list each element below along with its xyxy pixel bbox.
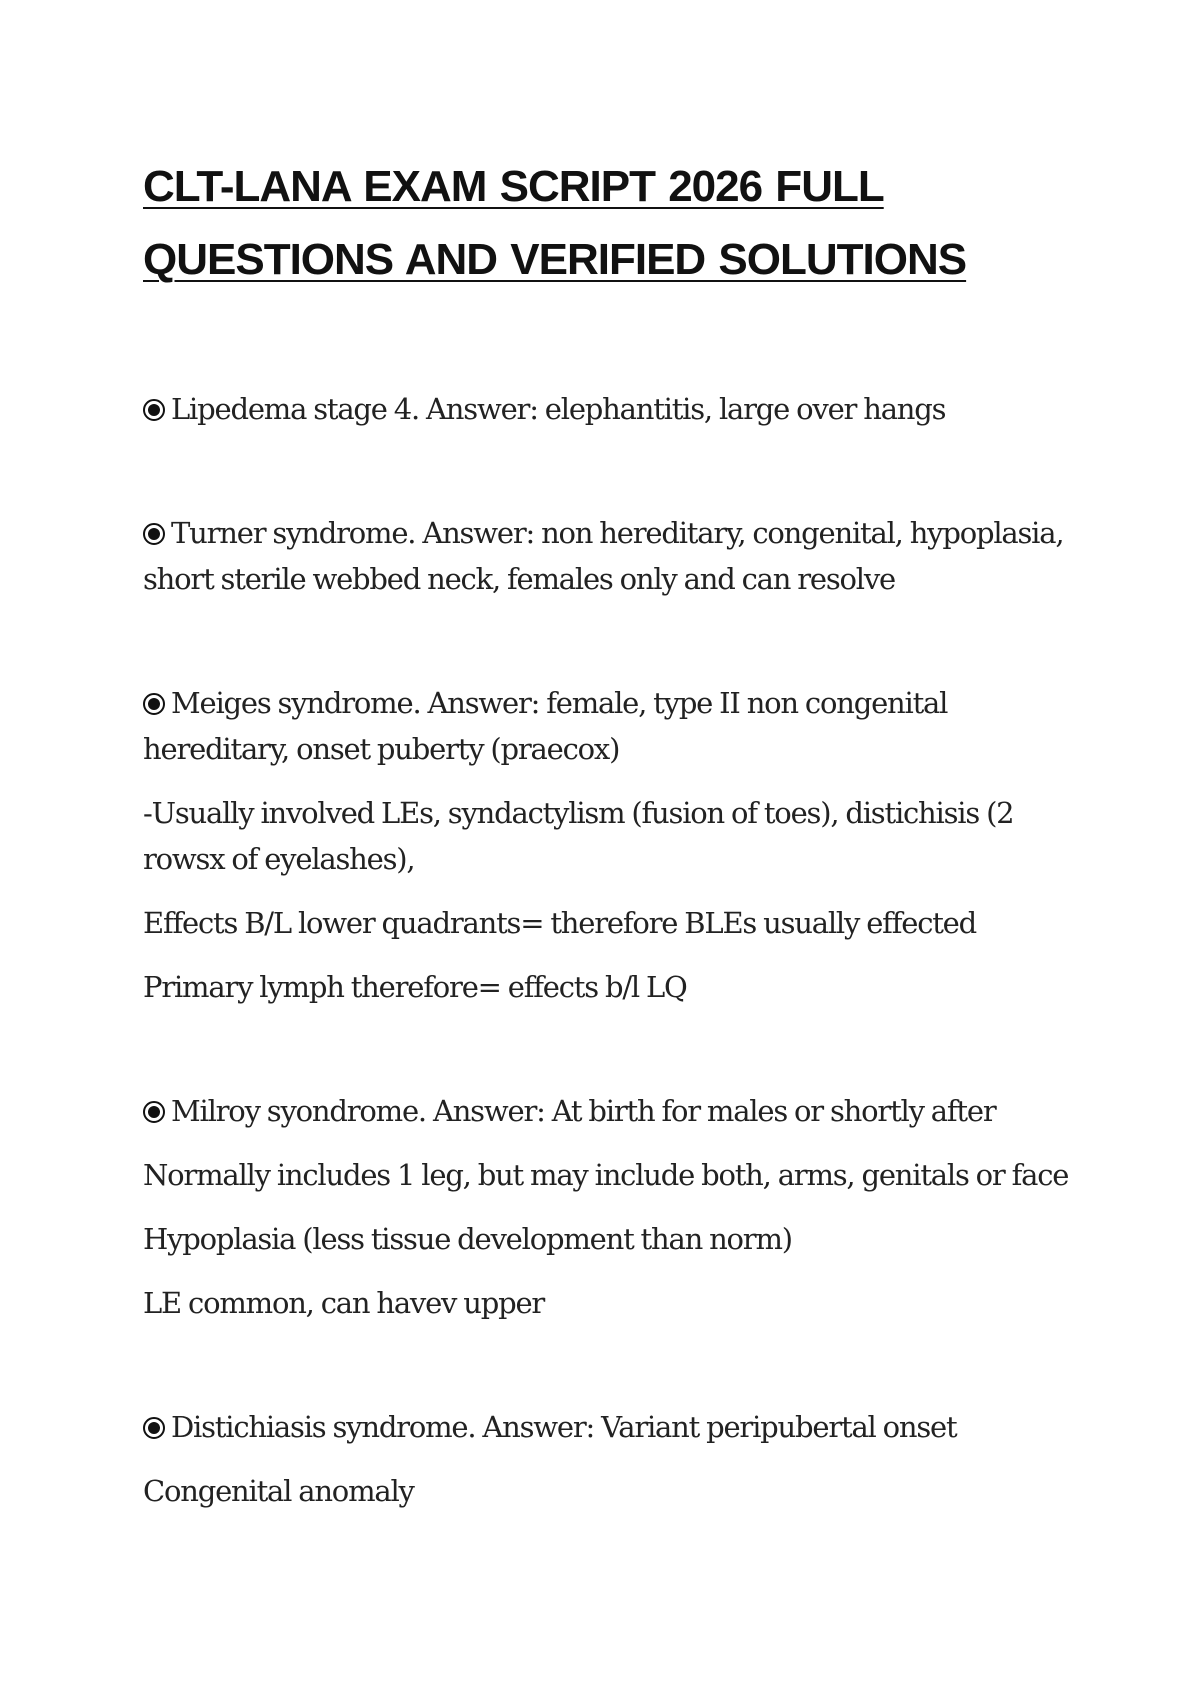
question-label: Turner syndrome. Answer: non hereditary, congenital, hypoplasia, short sterile webbed neck, females only and can resolve (143, 516, 1064, 596)
radio-bullet-icon (143, 693, 165, 715)
qa-list (143, 386, 1083, 1514)
radio-bullet-icon (143, 1417, 165, 1439)
answer-detail-line: Effects B/L lower quadrants= therefore BLEs usually effected (143, 906, 977, 940)
radio-bullet-icon (143, 399, 165, 421)
question-label: Lipedema stage 4. Answer: elephantitis, large over hangs (171, 392, 946, 426)
question-label: Meiges syndrome. Answer: female, type II non congenital hereditary, onset puberty (praecox) (143, 686, 948, 766)
question-label: Distichiasis syndrome. Answer: Variant peripubertal onset (171, 1410, 957, 1444)
qa-item-distichiasis (143, 1404, 1083, 1514)
question-text (143, 386, 1083, 432)
qa-item-turner (143, 510, 1083, 602)
answer-detail-line: Hypoplasia (less tissue development than norm) (143, 1222, 792, 1256)
question-label: Milroy syondrome. Answer: At birth for males or shortly after (171, 1094, 996, 1128)
radio-bullet-icon (143, 523, 165, 545)
question-text (143, 1404, 1083, 1450)
answer-detail-line: Primary lymph therefore= effects b/l LQ (143, 970, 687, 1004)
answer-detail-line: -Usually involved LEs, syndactylism (fusion of toes), distichisis (2 rowsx of eyelashes), (143, 796, 1014, 876)
question-text (143, 680, 1083, 772)
qa-item-lipedema (143, 386, 1083, 432)
title-line-1: CLT-LANA EXAM SCRIPT 2026 FULL (143, 162, 884, 211)
title-line-2: QUESTIONS AND VERIFIED SOLUTIONS (143, 235, 967, 284)
question-text (143, 510, 1083, 602)
qa-item-milroy (143, 1088, 1083, 1326)
answer-detail-line: LE common, can havev upper (143, 1286, 545, 1320)
radio-bullet-icon (143, 1101, 165, 1123)
document-page (143, 150, 1083, 1592)
question-text (143, 1088, 1083, 1134)
qa-item-meiges (143, 680, 1083, 1010)
answer-detail-line: Normally includes 1 leg, but may include both, arms, genitals or face (143, 1158, 1069, 1192)
document-title (143, 150, 1083, 296)
answer-detail-line: Congenital anomaly (143, 1474, 414, 1508)
